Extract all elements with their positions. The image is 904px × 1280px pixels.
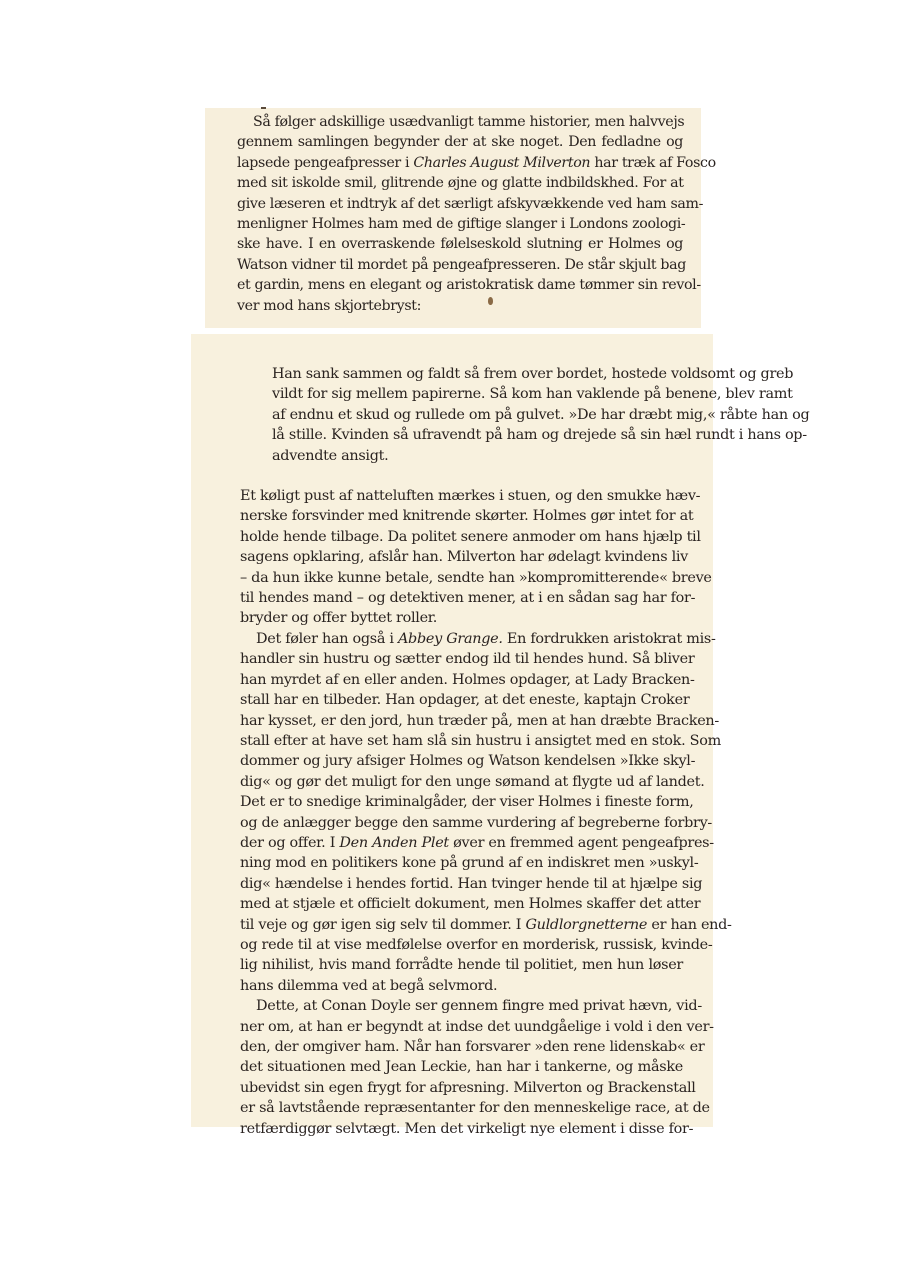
text-line: Dette, at Conan Doyle ser gennem fingre med privat hævn, vid- [256,998,702,1015]
block-quote [240,364,810,466]
text-line [240,915,732,935]
story-title: Charles August Milverton [413,154,591,171]
quote-line: Han sank sammen og faldt så frem over bordet, hostede voldsomt og greb [272,366,794,382]
text-line: den, der omgiver ham. Når han forsvarer »den rene lidenskab« er [240,1039,705,1055]
text-line: og rede til at vise medfølelse overfor en morderisk, russisk, kvinde- [240,936,713,953]
text-run: har træk af Fosco [590,154,716,171]
text-line [240,833,714,853]
text-run: der og offer. I [240,834,340,851]
text-line: dommer og jury afsiger Holmes og Watson kendelsen »Ikke skyl- [240,753,696,770]
text-line: dig« og gør det muligt for den unge sømand at flygte ud af landet. [240,773,705,790]
ink-spot [488,297,493,305]
text-line: med at stjæle et officielt dokument, men Holmes skaffer det atter [240,896,701,913]
text-line [237,153,716,173]
text-line: Watson vidner til mordet på pengeafpresseren. De står skjult bag [237,256,686,273]
text-line: hans dilemma ved at begå selvmord. [240,977,498,994]
scan-fragment-top [205,108,716,328]
text-line: holde hende tilbage. Da politet senere anmoder om hans hjælp til [240,528,701,545]
text-run: En fordrukken aristokrat mis- [502,630,716,647]
text-line: ubevidst sin egen frygt for afpresning. Milverton og Brackenstall [240,1079,696,1096]
text-line: ske have. I en overraskende følelseskold slutning er Holmes og [237,236,683,253]
quote-line: vildt for sig mellem papirerne. Så kom han vaklende på benene, blev ramt [272,386,793,403]
text-line: give læseren et indtryk af det særligt afskyvækkende ved ham sam- [237,195,704,212]
paragraph [240,629,732,996]
quote-line: lå stille. Kvinden så ufravendt på ham og drejede så sin hæl rundt i hans op- [272,427,807,444]
text-line: han myrdet af en eller anden. Holmes opdager, at Lady Bracken- [240,671,695,688]
text-line: nerske forsvinder med knitrende skørter. Holmes gør intet for at [240,508,694,525]
story-title: Guldlorgnetterne [525,916,648,933]
text-line: til hendes mand – og detektiven mener, at i en sådan sag har for- [240,590,696,607]
quote-line: advendte ansigt. [272,447,389,464]
text-line: bryder og offer byttet roller. [240,610,438,627]
text-run: er han end- [647,916,732,933]
quote-line: af endnu et skud og rullede om på gulvet. »De har dræbt mig,« råbte han og [272,406,810,423]
text-line: lig nihilist, hvis mand forrådte hende til politiet, men hun løser [240,957,683,974]
text-line: Et køligt pust af natteluften mærkes i stuen, og den smukke hæv- [240,488,701,505]
paragraph [240,996,714,1139]
text-run: lapsede pengeafpresser i [237,154,414,171]
text-run: Det føler han også i [256,630,398,647]
text-line: ner om, at han er begyndt at indse det uundgåelige i vold i den ver- [240,1018,714,1035]
text-line: stall efter at have set ham slå sin hustru i ansigtet med en stok. Som [240,732,721,749]
story-title: Den Anden Plet [339,834,449,851]
text-line [240,629,716,649]
text-line: og de anlægger begge den samme vurdering af begreberne forbry- [240,814,712,831]
text-line: har kysset, er den jord, hun træder på, men at han dræbte Bracken- [240,712,719,729]
text-line: stall har en tilbeder. Han opdager, at det eneste, kaptajn Croker [240,692,690,709]
text-line: ning mod en politikers kone på grund af en indiskret men »uskyl- [240,855,699,872]
paragraph [240,486,712,629]
text-line: – da hun ikke kunne betale, sendte han »kompromitterende« breve [240,569,712,586]
text-line: gennem samlingen begynder der at ske noget. Den fedladne og [237,134,683,151]
text-line: Så følger adskillige usædvanligt tamme historier, men halvvejs [253,114,685,130]
text-line: menligner Holmes ham med de giftige slanger i Londons zoologi- [237,216,686,233]
text-line: er så lavtstående repræsentanter for den menneskelige race, at de [240,1100,710,1117]
text-line: det situationen med Jean Leckie, han har i tankerne, og måske [240,1059,683,1076]
text-line: et gardin, mens en elegant og aristokratisk dame tømmer sin revol- [237,277,701,294]
text-run: til veje og gør igen sig selv til dommer. I [240,916,526,933]
text-line: handler sin hustru og sætter endog ild til hendes hund. Så bliver [240,651,695,668]
text-run: øver en fremmed agent pengeafpres- [448,834,714,851]
text-line: retfærdiggør selvtægt. Men det virkeligt nye element i disse for- [240,1120,694,1137]
scan-fragment-bottom [191,334,810,1137]
text-line: dig« hændelse i hendes fortid. Han tvinger hende til at hjælpe sig [240,875,703,892]
ink-mark [261,107,266,109]
text-line: sagens opklaring, afslår han. Milverton har ødelagt kvindens liv [240,549,689,566]
text-line: Det er to snedige kriminalgåder, der viser Holmes i fineste form, [240,794,694,811]
story-title: Abbey Grange. [397,630,503,647]
text-line: med sit iskolde smil, glitrende øjne og glatte indbildskhed. For at [237,175,684,192]
text-line: ver mod hans skjortebryst: [237,297,422,314]
